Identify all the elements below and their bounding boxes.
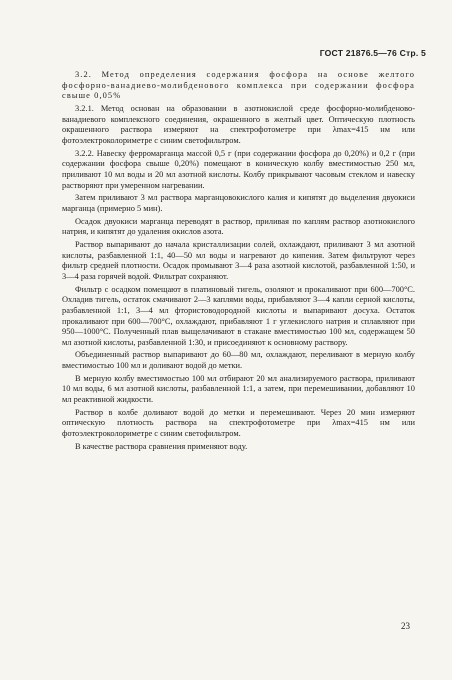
paragraph-mno2-dissolve: Осадок двуокиси марганца переводят в раствор, приливая по каплям раствор азотнокислого натрия, и кипятят до удаления окислов азота. — [62, 216, 415, 237]
paragraph-aliquot: В мерную колбу вместимостью 100 мл отбирают 20 мл анализируемого раствора, приливают 10 мл воды, 6 мл азотной кислоты, разбавленной 1:1, а затем, при перемешивании, добавляют 10 мл реактивной жидкости. — [62, 373, 415, 405]
paragraph-crucible: Фильтр с осадком помещают в платиновый тигель, озоляют и прокаливают при 600—700°С. Охладив тигель, остаток смачивают 2—3 каплями воды, прибавляют 3—4 капли серной кислоты, разбавленной 1:1, 3—4 мл фтористоводородной кислоты и выпаривают досуха. Остаток прокаливают при 600—700°С, охлаждают, прибавляют 1 г углекислого натрия и сплавляют при 950—1000°С. Полученный плав выщелачивают в стакане вместимостью 100 мл, содержащем 50 мл азотной кислоты, разбавленной 1:30, и присоединяют к основному раствору. — [62, 284, 415, 347]
paragraph-permanganate: Затем приливают 3 мл раствора марганцовокислого калия и кипятят до выделения двуокиси марганца (примерно 5 мин). — [62, 193, 415, 213]
page-number: 23 — [401, 621, 410, 631]
paragraph-method-basis: 3.2.1. Метод основан на образовании в азотнокислой среде фосфорно-молибденово-ванадиевого комплексного соединения, окрашенного в желтый цвет. Оптическую плотность окрашенного раствора измеряют на спектрофотометре при λmax=415 нм или фотоэлектроколориметре с синим светофильтром. — [62, 103, 415, 145]
paragraph-evaporate-filter: Раствор выпаривают до начала кристаллизации солей, охлаждают, приливают 3 мл азотной кислоты, разбавленной 1:1, 40—50 мл воды и нагревают до кипения. Затем фильтруют через фильтр средней плотности. Осадок промывают 3—4 раза азотной кислотой, разбавленной 1:50, и 3—4 раза горячей водой. Фильтрат сохраняют. — [62, 240, 415, 281]
document-body — [62, 70, 415, 455]
running-header: ГОСТ 21876.5—76 Стр. 5 — [319, 48, 426, 58]
paragraph-measure: Раствор в колбе доливают водой до метки и перемешивают. Через 20 мин измеряют оптическую плотность раствора на спектрофотометре при λmax=415 нм или фотоэлектроколориметре с синим светофильтром. — [62, 407, 415, 438]
paragraph-sample: 3.2.2. Навеску ферромарганца массой 0,5 г (при содержании фосфора до 0,20%) и 0,2 г (при содержании фосфора свыше 0,20%) помещают в коническую колбу вместимостью 250 мл, приливают 10 мл воды и 20 мл азотной кислоты. Колбу прикрывают часовым стеклом и навеску растворяют при умеренном нагревании. — [62, 148, 415, 190]
paragraph-combine: Объединенный раствор выпаривают до 60—80 мл, охлаждают, переливают в мерную колбу вместимостью 100 мл и доливают водой до метки. — [62, 350, 415, 371]
paragraph-reference: В качестве раствора сравнения применяют воду. — [75, 441, 248, 451]
section-title: 3.2. Метод определения содержания фосфора на основе желтого фосфорно-ванадиево-молибденового комплекса при содержании фосфора свыше 0,05% — [62, 70, 415, 101]
